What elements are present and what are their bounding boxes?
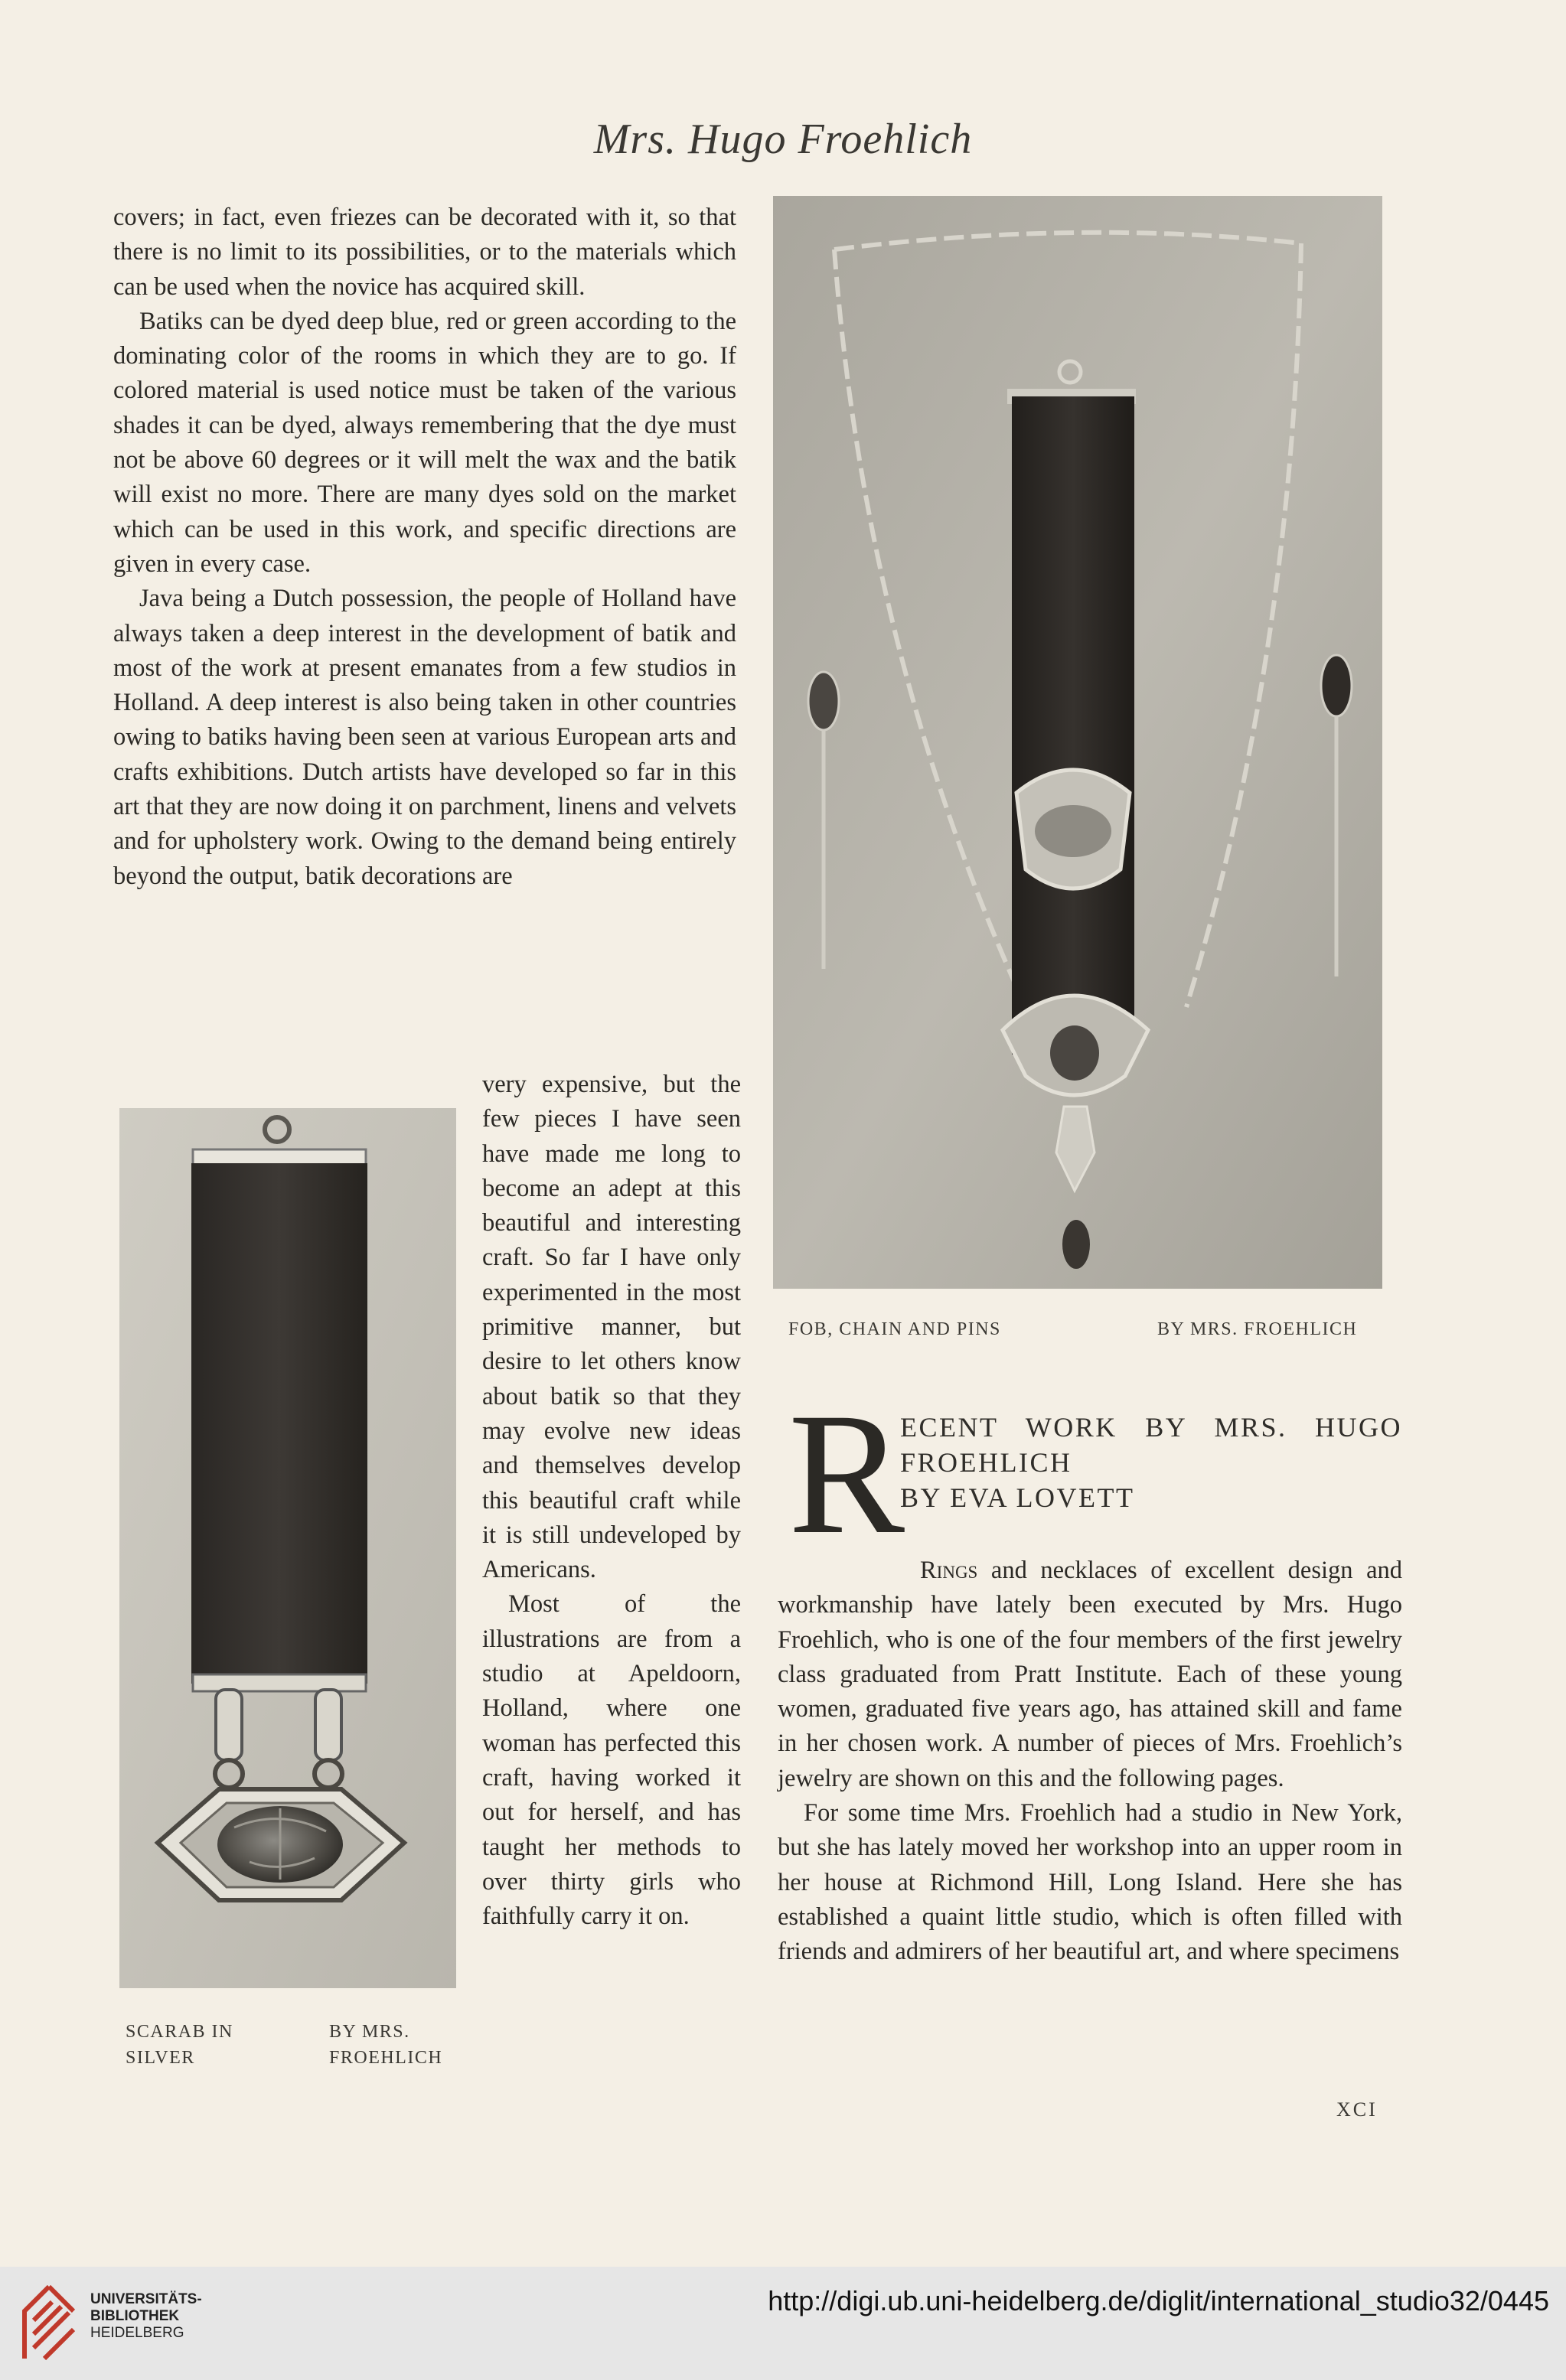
- scarab-caption-right: BY MRS. FROEHLICH: [329, 2022, 443, 2068]
- article-paragraph-2: For some time Mrs. Froehlich had a studio in New York, but she has lately moved her workshop into an upper room in her house at Richmond Hill, Long Island. Here she has established a quaint little studio, which is often filled with friends and admirers of her beautiful art, and where specimens: [778, 1799, 1402, 1966]
- article-title: [778, 1377, 1402, 1570]
- paragraph-2: Batiks can be dyed deep blue, red or green according to the dominating color of the rooms in which they are to go. If colored material is used notice must be taken of the various shades it can be dyed, always remembering that the dye must not be above 60 degrees or it will melt the wax and the batik will exist no more. There are many dyes sold on the market which can be used in this work, and specific directions are given in every case.: [113, 307, 736, 578]
- digitization-footer: [0, 2267, 1566, 2380]
- running-head: Mrs. Hugo Froehlich: [593, 116, 973, 163]
- page-number: XCI: [1336, 2098, 1378, 2121]
- library-name: UNIVERSITÄTS- BIBLIOTHEK HEIDELBERG: [90, 2291, 202, 2341]
- title-line-1: ECENT WORK BY MRS. HUGO: [900, 1412, 1402, 1443]
- fob-caption-left: FOB, CHAIN AND PINS: [788, 1319, 1001, 1339]
- paragraph-1: covers; in fact, even friezes can be decorated with it, so that there is no limit to its possibilities, or to the materials which can be used when the novice has acquired skill.: [113, 204, 736, 301]
- paragraph-4: Most of the illustrations are from a studio at Apeldoorn, Holland, where one woman has perfected this craft, having worked it out for herself, and has taught her methods to over thirty girls who faithfully carry it on.: [482, 1590, 741, 1931]
- article-paragraph-1: Rings and necklaces of excellent design and workmanship have lately been executed by Mrs. Hugo Froehlich, who is one of the four members of the first jewelry class graduated from Pratt Institute. Each of these young women, graduated five years ago, has attained skill and fame in her chosen work. A number of pieces of Mrs. Froehlich’s jewelry are shown on this and the following pages.: [778, 1557, 1402, 1792]
- library-logo-icon: [18, 2281, 80, 2369]
- fob-chain-pins-photo: [773, 196, 1382, 1289]
- paragraph-3-cont: very expensive, but the few pieces I have seen have made me long to become an adept at this beautiful and interesting craft. So far I have only experimented in the most primitive manner, but desire to let others know about batik so that they may evolve new ideas and themselves develop this beautiful craft while it is still undeveloped by Americans.: [482, 1071, 741, 1584]
- lead-smallcaps: Rings: [920, 1557, 978, 1584]
- left-narrow-text: [482, 1068, 741, 1934]
- article-body: [778, 1554, 1402, 1970]
- scarab-caption-left: SCARAB IN SILVER: [126, 2022, 233, 2068]
- scarab-photo: [119, 1108, 456, 1988]
- byline: BY EVA LOVETT: [900, 1482, 1135, 1513]
- fob-caption-right: BY MRS. FROEHLICH: [1157, 1319, 1358, 1339]
- paragraph-3: Java being a Dutch possession, the people of Holland have always taken a deep interest in the development of batik and most of the work at present emanates from a few studios in Holland. A deep interest is also being taken in other countries owing to batiks having been seen at various European arts and crafts exhibitions. Dutch artists have developed so far in this art that they are now doing it on parchment, linens and velvets and for upholstery work. Owing to the demand being entirely beyond the output, batik decorations are: [113, 585, 736, 890]
- title-line-2: FROEHLICH: [900, 1447, 1072, 1478]
- source-url-link[interactable]: http://digi.ub.uni-heidelberg.de/diglit/international_studio32/0445: [768, 2285, 1549, 2316]
- left-column-text: [113, 201, 736, 894]
- drop-cap: R: [788, 1377, 905, 1570]
